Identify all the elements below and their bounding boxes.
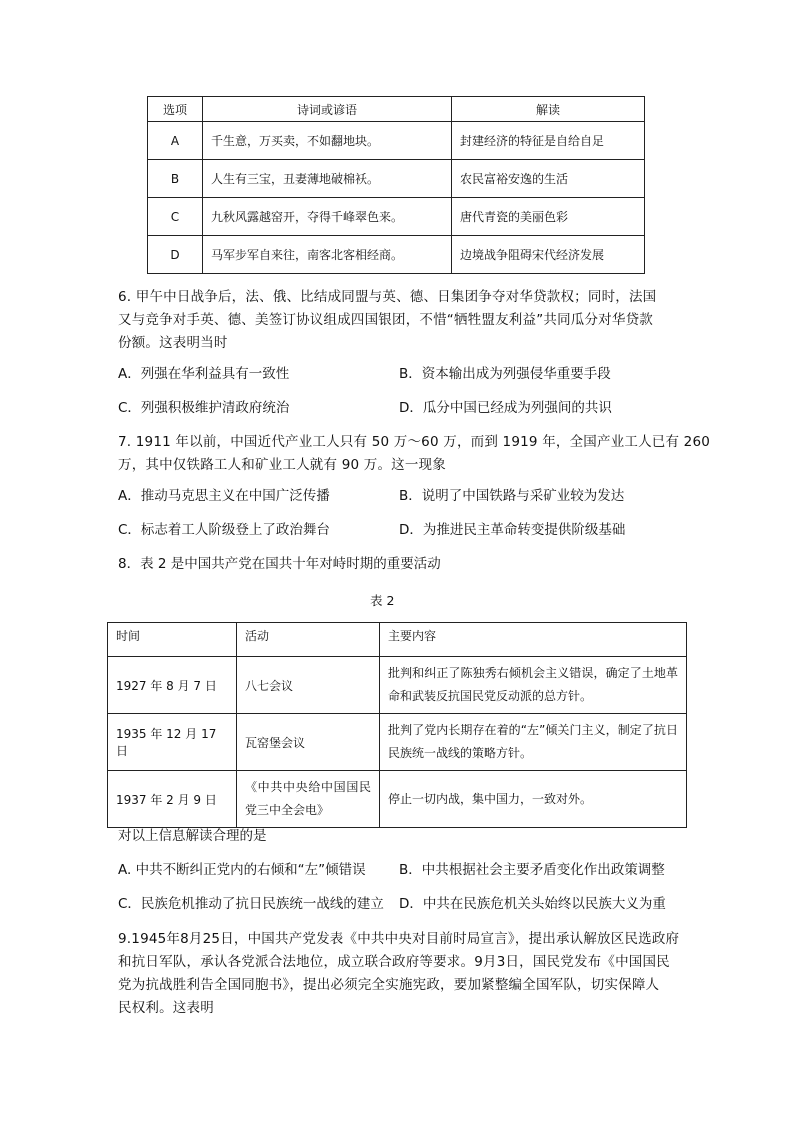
q7-stem-line: 万，其中仅铁路工人和矿业工人就有 90 万。这一现象 bbox=[118, 457, 446, 473]
q8-option-b: B．中共根据社会主要矛盾变化作出政策调整 bbox=[399, 862, 665, 878]
q9-stem-line: 9.1945年8月25日，中国共产党发表《中共中央对目前时局宣言》，提出承认解放区民选政府 bbox=[118, 931, 680, 947]
table-row bbox=[148, 160, 645, 198]
q6-stem-line: 6. 甲午中日战争后，法、俄、比结成同盟与英、德、日集团争夺对华贷款权；同时，法国 bbox=[118, 289, 657, 305]
q6-stem-line: 份额。这表明当时 bbox=[118, 335, 228, 351]
table-header-row bbox=[108, 623, 687, 657]
option-letter: B bbox=[148, 160, 203, 198]
q6-option-b: B．资本输出成为列强侵华重要手段 bbox=[399, 366, 611, 382]
table-row bbox=[148, 236, 645, 274]
interpretation-text: 封建经济的特征是自给自足 bbox=[452, 122, 645, 160]
q7-option-b: B．说明了中国铁路与采矿业较为发达 bbox=[399, 488, 625, 504]
activity-cell: 瓦窑堡会议 bbox=[237, 714, 380, 771]
poem-text: 千生意，万买卖，不如翻地块。 bbox=[203, 122, 452, 160]
activities-table bbox=[107, 622, 687, 828]
interpretation-text: 唐代青瓷的美丽色彩 bbox=[452, 198, 645, 236]
q8-option-c: C．民族危机推动了抗日民族统一战线的建立 bbox=[118, 896, 384, 912]
header-option: 选项 bbox=[148, 97, 203, 122]
activity-cell: 八七会议 bbox=[237, 657, 380, 714]
header-poem: 诗词或谚语 bbox=[203, 97, 452, 122]
q7-option-c: C．标志着工人阶级登上了政治舞台 bbox=[118, 522, 330, 538]
interpretation-text: 农民富裕安逸的生活 bbox=[452, 160, 645, 198]
q7-option-d: D．为推进民主革命转变提供阶级基础 bbox=[399, 522, 626, 538]
q9-stem bbox=[118, 928, 718, 1020]
q9-stem-line: 民权利。这表明 bbox=[118, 1000, 214, 1016]
q8-question: 对以上信息解读合理的是 bbox=[118, 828, 267, 844]
interpretation-text: 边境战争阻碍宋代经济发展 bbox=[452, 236, 645, 274]
q7-stem-line: 7. 1911 年以前，中国近代产业工人只有 50 万～60 万，而到 1919 年，全国产业工人已有 260 bbox=[118, 434, 711, 450]
content-cell: 批判了党内长期存在着的“左”倾关门主义，制定了抗日民族统一战线的策略方针。 bbox=[380, 714, 687, 771]
table-header-row bbox=[148, 97, 645, 122]
q7-option-a: A．推动马克思主义在中国广泛传播 bbox=[118, 488, 330, 504]
q8-option-d: D．中共在民族危机关头始终以民族大义为重 bbox=[399, 896, 666, 912]
poem-text: 马军步军自来往，南客北客相经商。 bbox=[203, 236, 452, 274]
option-letter: C bbox=[148, 198, 203, 236]
option-letter: D bbox=[148, 236, 203, 274]
option-letter: A bbox=[148, 122, 203, 160]
header-content: 主要内容 bbox=[380, 623, 687, 657]
q6-option-c: C．列强积极维护清政府统治 bbox=[118, 400, 290, 416]
options-table bbox=[147, 96, 645, 274]
table-row bbox=[148, 198, 645, 236]
activity-cell: 《中共中央给中国国民党三中全会电》 bbox=[237, 771, 380, 828]
table-row bbox=[148, 122, 645, 160]
q6-stem bbox=[118, 286, 718, 355]
q6-option-d: D．瓜分中国已经成为列强间的共识 bbox=[399, 400, 612, 416]
table-row bbox=[108, 657, 687, 714]
q6-stem-line: 又与竞争对手英、德、美签订协议组成四国银团，不惜“牺牲盟友利益”共同瓜分对华贷款 bbox=[118, 312, 653, 328]
q8-stem: 8．表 2 是中国共产党在国共十年对峙时期的重要活动 bbox=[118, 556, 441, 572]
q7-stem bbox=[118, 431, 718, 477]
date-cell: 1937 年 2 月 9 日 bbox=[108, 771, 237, 828]
poem-text: 人生有三宝，丑妻薄地破棉袄。 bbox=[203, 160, 452, 198]
content-cell: 批判和纠正了陈独秀右倾机会主义错误，确定了土地革命和武装反抗国民党反动派的总方针。 bbox=[380, 657, 687, 714]
content-cell: 停止一切内战，集中国力，一致对外。 bbox=[380, 771, 687, 828]
poem-text: 九秋风露越窑开，夺得千峰翠色来。 bbox=[203, 198, 452, 236]
date-cell: 1927 年 8 月 7 日 bbox=[108, 657, 237, 714]
header-activity: 活动 bbox=[237, 623, 380, 657]
header-interpretation: 解读 bbox=[452, 97, 645, 122]
header-date: 时间 bbox=[108, 623, 237, 657]
table-row bbox=[108, 714, 687, 771]
q6-option-a: A．列强在华利益具有一致性 bbox=[118, 366, 290, 382]
q9-stem-line: 党为抗战胜利告全国同胞书》，提出必须完全实施宪政，要加紧整编全国军队，切实保障人 bbox=[118, 977, 660, 993]
table-row bbox=[108, 771, 687, 828]
q9-stem-line: 和抗日军队，承认各党派合法地位，成立联合政府等要求。9月3日，国民党发布《中国国民 bbox=[118, 954, 670, 970]
date-cell: 1935 年 12 月 17 日 bbox=[108, 714, 237, 771]
table2-title: 表 2 bbox=[370, 593, 395, 608]
q8-option-a: A. 中共不断纠正党内的右倾和“左”倾错误 bbox=[118, 862, 366, 878]
